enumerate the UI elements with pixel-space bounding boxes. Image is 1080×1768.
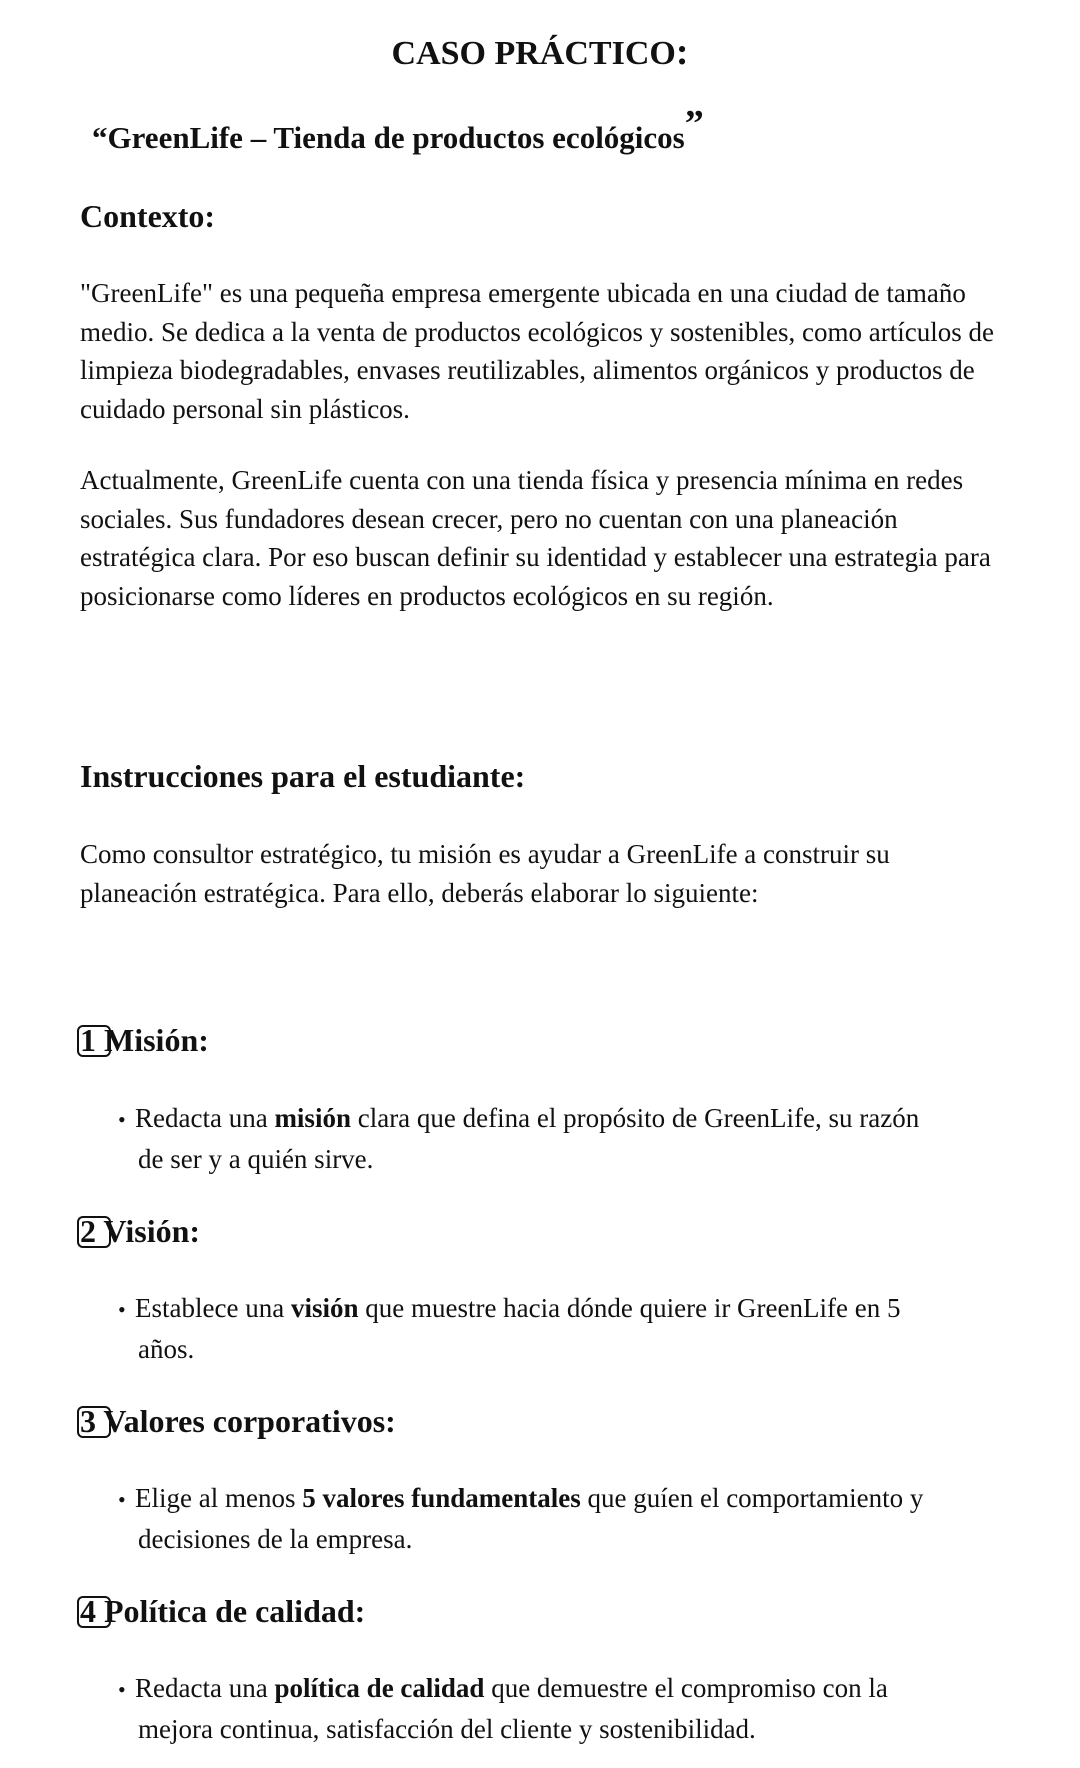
bullet-text: que demuestre el compromiso con la — [484, 1673, 888, 1703]
bullet-bold-text: misión — [274, 1103, 351, 1133]
bullet-mision — [118, 1099, 1030, 1178]
bullet-icon: • — [118, 1487, 126, 1512]
case-subtitle — [92, 103, 704, 156]
section-number-badge: 4 — [80, 1593, 96, 1629]
document-title — [0, 30, 1080, 74]
section-number-badge: 2 — [80, 1213, 96, 1249]
context-heading: Contexto: — [80, 198, 216, 234]
section-title: Misión: — [104, 1022, 209, 1058]
bullet-valores — [118, 1479, 1030, 1558]
section-title: Política de calidad: — [104, 1593, 366, 1629]
document-title-colon: : — [675, 31, 689, 73]
bullet-text-continued: de ser y a quién sirve. — [138, 1143, 374, 1174]
bullet-icon: • — [118, 1677, 126, 1702]
bullet-text: Redacta una — [135, 1673, 275, 1703]
bullet-text: clara que defina el propósito de GreenLife, su razón — [350, 1103, 920, 1133]
instructions-paragraph: Como consultor estratégico, tu misión es ayudar a GreenLife a construir su planeación estratégica. Para ello, deberás elaborar lo siguiente: — [80, 839, 890, 908]
subtitle-text: GreenLife – Tienda de productos ecológicos — [107, 120, 685, 155]
bullet-text: Elige al menos — [135, 1483, 303, 1513]
section-heading-politica — [80, 1593, 365, 1630]
bullet-icon: • — [118, 1107, 126, 1132]
context-paragraph-1: "GreenLife" es una pequeña empresa emergente ubicada en una ciudad de tamaño medio. Se dedica a la venta de productos ecológicos y sostenibles, como artículos de limpieza biodegradables, envases reutilizables, alimentos orgánicos y productos de cuidado personal sin plásticos. — [80, 278, 994, 424]
bullet-politica — [118, 1669, 1030, 1748]
bullet-text-continued: mejora continua, satisfacción del cliente y sostenibilidad. — [138, 1713, 756, 1744]
section-heading-valores — [80, 1403, 396, 1440]
context-paragraph-2: Actualmente, GreenLife cuenta con una tienda física y presencia mínima en redes sociales. Sus fundadores desean crecer, pero no cuentan con una planeación estratégica clara. Por eso buscan definir su identidad y establecer una estrategia para posicionarse como líderes en productos ecológicos en su región. — [80, 465, 991, 611]
section-heading-vision — [80, 1213, 200, 1250]
section-heading-mision — [80, 1022, 209, 1059]
bullet-text: Redacta una — [135, 1103, 275, 1133]
subtitle-close-quote: ” — [684, 103, 704, 145]
subtitle-open-quote: “ — [92, 120, 108, 155]
bullet-icon: • — [118, 1297, 126, 1322]
bullet-text: Establece una — [135, 1293, 291, 1323]
bullet-bold-text: política de calidad — [274, 1673, 485, 1703]
bullet-text-continued: años. — [138, 1333, 195, 1364]
section-number-badge: 3 — [80, 1403, 96, 1439]
bullet-vision — [118, 1289, 1030, 1368]
bullet-bold-text: 5 valores fundamentales — [302, 1483, 581, 1513]
bullet-text: que muestre hacia dónde quiere ir GreenLife en 5 — [358, 1293, 901, 1323]
bullet-text-continued: decisiones de la empresa. — [138, 1523, 413, 1554]
section-title: Visión: — [103, 1213, 201, 1249]
bullet-text: que guíen el comportamiento y — [580, 1483, 924, 1513]
bullet-bold-text: visión — [290, 1293, 359, 1323]
section-title: Valores corporativos: — [103, 1403, 396, 1439]
section-number-badge: 1 — [80, 1022, 96, 1058]
instructions-heading: Instrucciones para el estudiante: — [80, 758, 526, 794]
document-title-text: CASO PRÁCTICO — [391, 35, 676, 72]
